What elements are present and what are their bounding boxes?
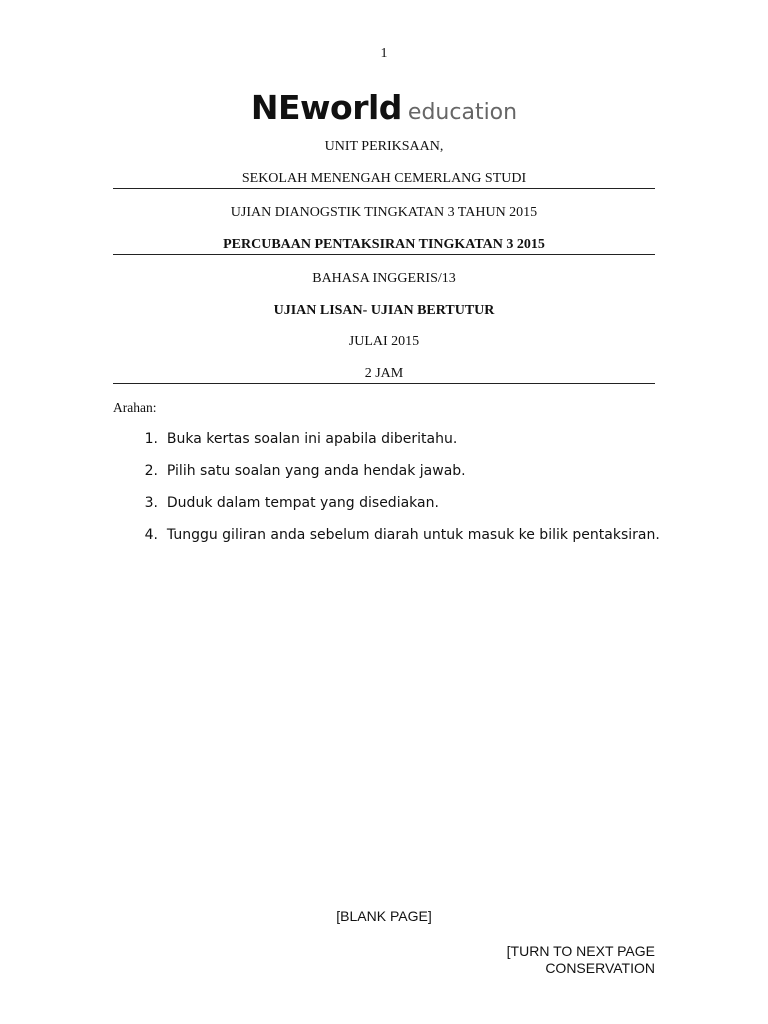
instructions-heading: Arahan: [113, 400, 157, 415]
instructions-list [113, 429, 673, 557]
list-item-number: 4. [144, 527, 158, 543]
blank-page-label: [BLANK PAGE] [336, 908, 432, 924]
logo-wordmark-light: education [407, 100, 518, 125]
page-footer [507, 943, 655, 977]
subject-code: BAHASA INGGERIS/13 [312, 271, 456, 286]
list-item [113, 429, 673, 461]
list-item-number: 1. [144, 431, 158, 447]
divider-line [113, 254, 655, 255]
page-number: 1 [380, 46, 388, 61]
list-item [113, 461, 673, 493]
divider-line [113, 188, 655, 189]
footer-conservation: CONSERVATION [545, 960, 655, 976]
divider-line [113, 383, 655, 384]
list-item-number: 3. [144, 495, 158, 511]
list-item [113, 493, 673, 525]
list-item-text: Buka kertas soalan ini apabila diberitahu. [166, 431, 458, 447]
list-item-text: Tunggu giliran anda sebelum diarah untuk masuk ke bilik pentaksiran. [166, 527, 660, 543]
paper-title: UJIAN LISAN- UJIAN BERTUTUR [273, 303, 495, 318]
list-item-text: Pilih satu soalan yang anda hendak jawab. [166, 463, 466, 479]
list-item-number: 2. [144, 463, 158, 479]
trial-title: PERCUBAAN PENTAKSIRAN TINGKATAN 3 2015 [223, 237, 545, 252]
logo-wordmark-strong: NEworld [250, 88, 402, 127]
list-item-text: Duduk dalam tempat yang disediakan. [166, 495, 439, 511]
exam-date: JULAI 2015 [348, 334, 420, 349]
footer-turn-page: [TURN TO NEXT PAGE [506, 943, 655, 959]
school-name: SEKOLAH MENENGAH CEMERLANG STUDI [241, 171, 527, 186]
list-item [113, 525, 673, 557]
exam-duration: 2 JAM [364, 366, 404, 381]
exam-unit: UNIT PERIKSAAN, [324, 139, 444, 154]
neworld-logo [0, 88, 768, 127]
exam-title: UJIAN DIANOGSTIK TINGKATAN 3 TAHUN 2015 [230, 205, 538, 220]
